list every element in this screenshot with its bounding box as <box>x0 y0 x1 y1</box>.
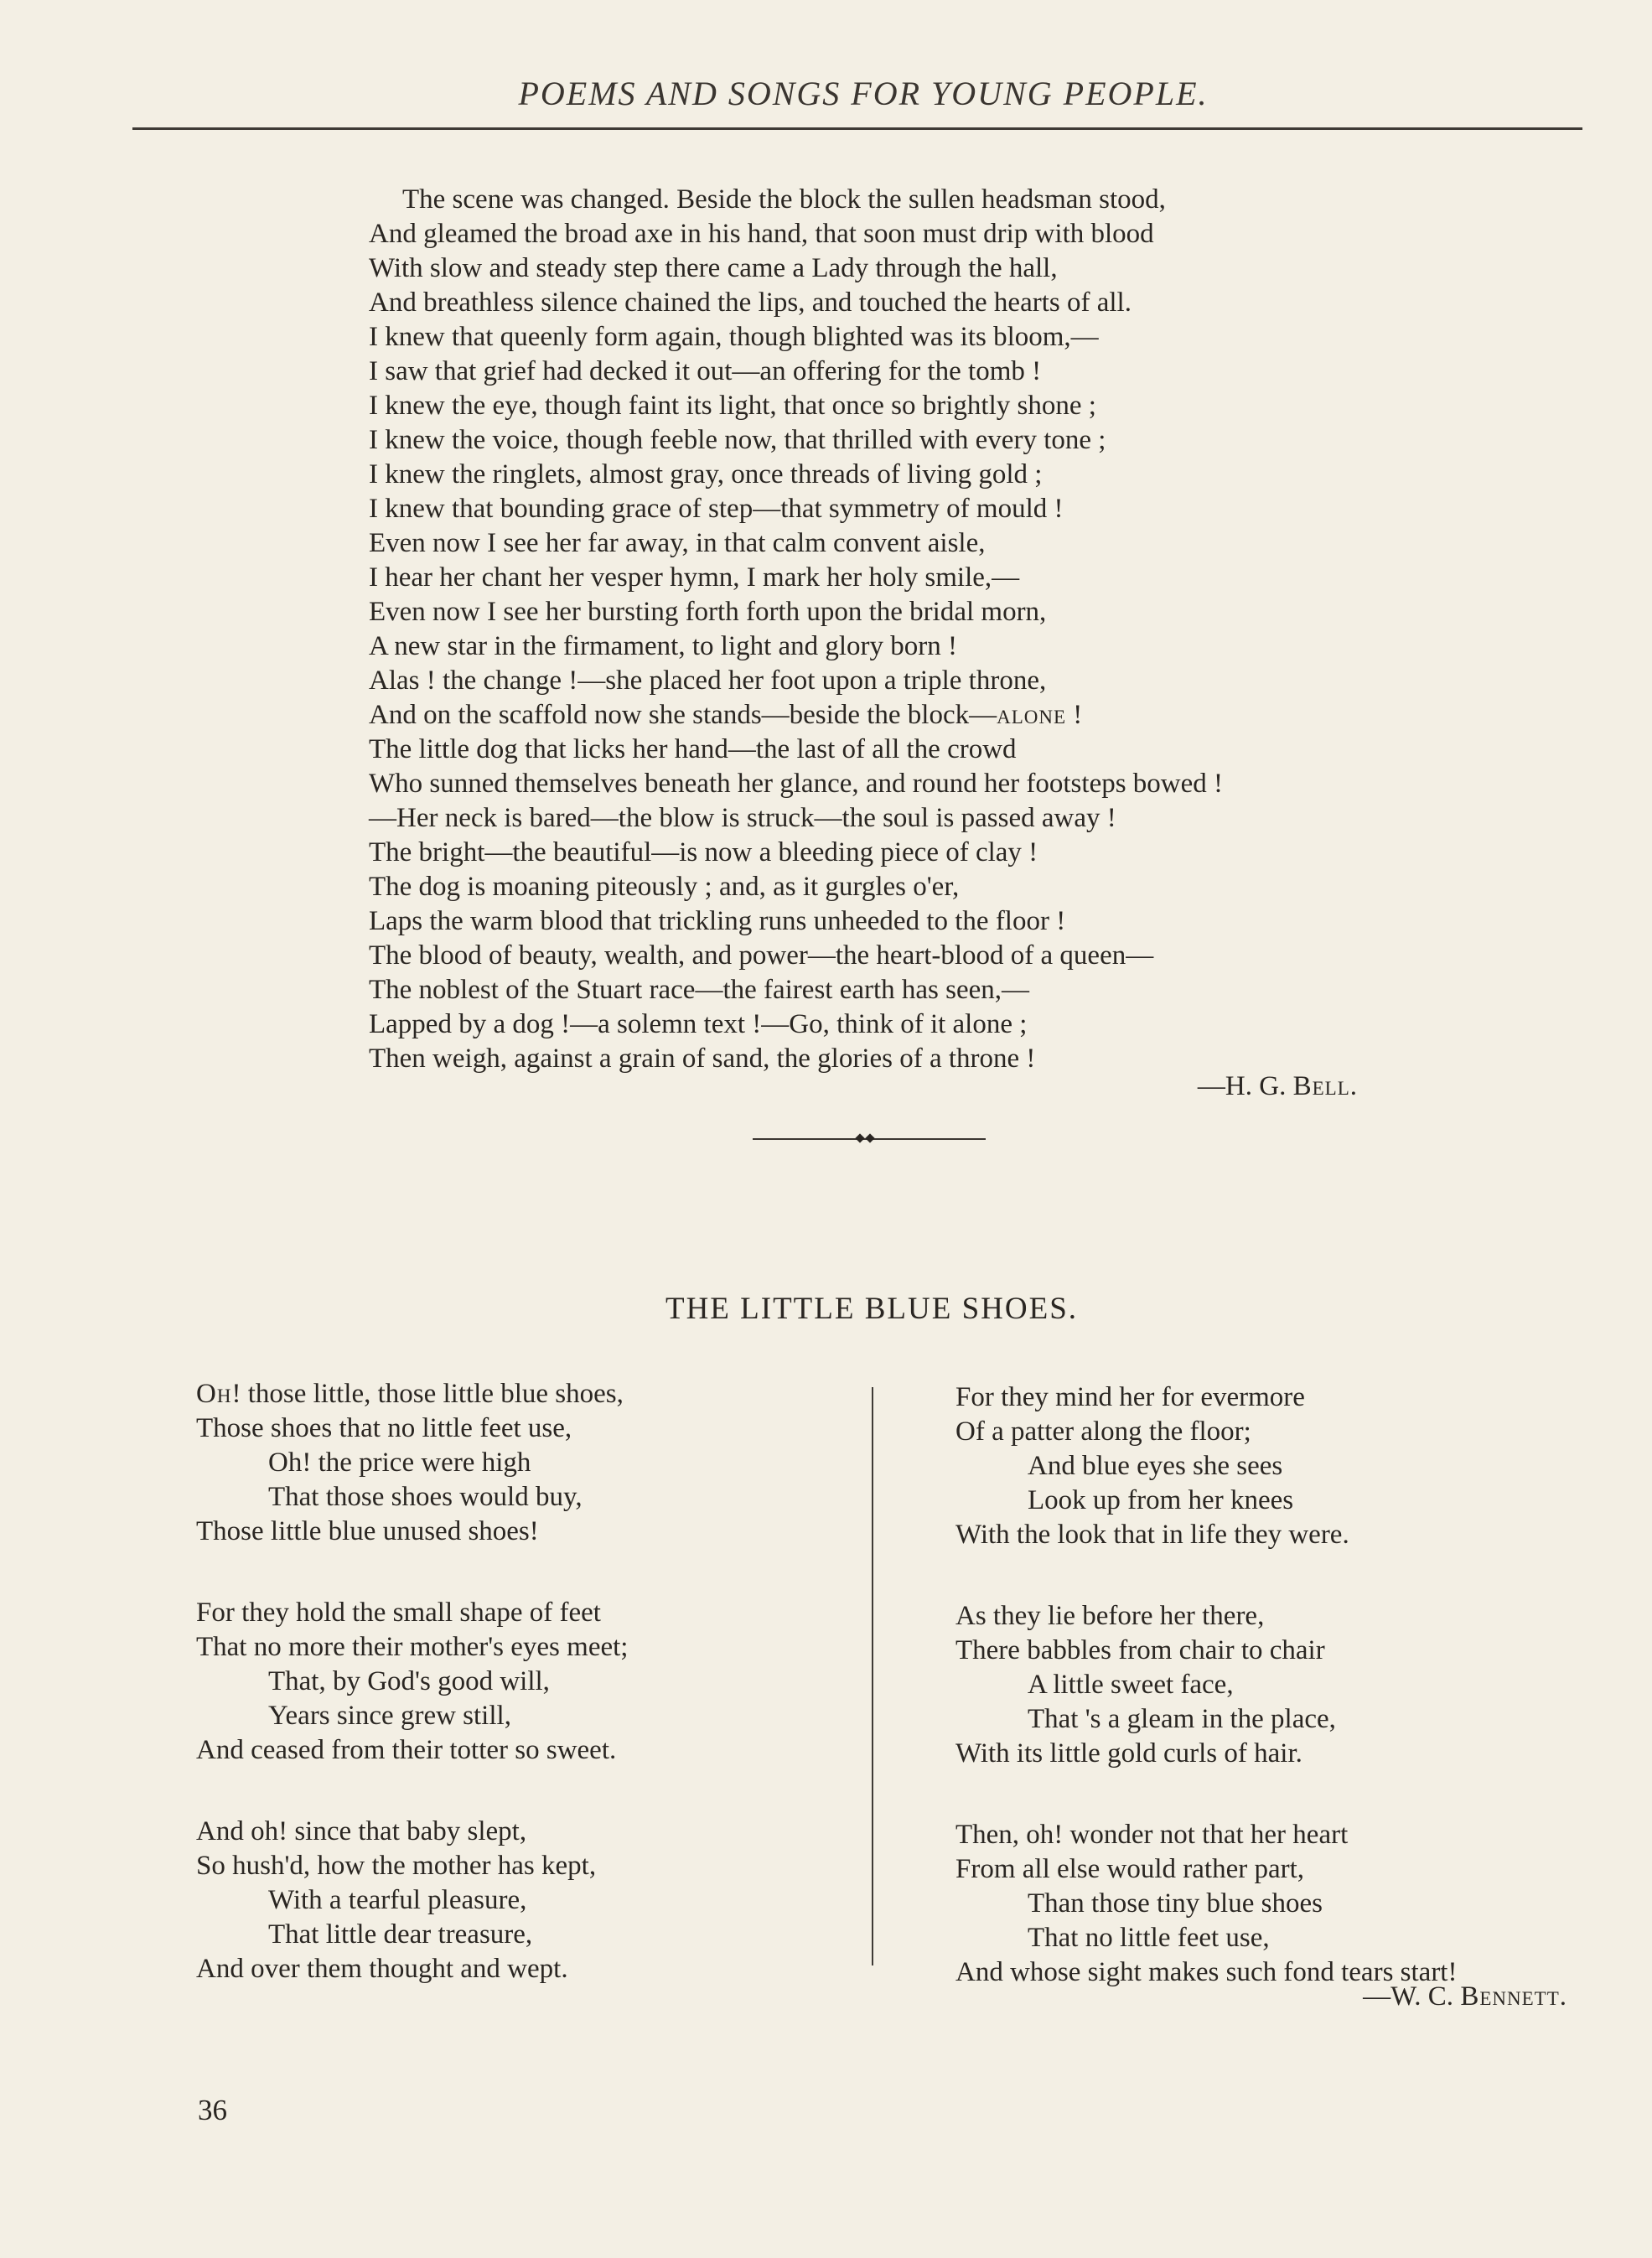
line-text: ! those little, those little blue shoes, <box>231 1379 624 1409</box>
poem-line: That no more their mother's eyes meet; <box>196 1632 629 1662</box>
running-header: POEMS AND SONGS FOR YOUNG PEOPLE. <box>518 75 1209 112</box>
poem-line: And ceased from their totter so sweet. <box>196 1735 617 1765</box>
poem2-right-column <box>955 1380 1651 2037</box>
attribution-name: Bell. <box>1292 1071 1358 1101</box>
poem-line: The bright—the beautiful—is now a bleeding piece of clay ! <box>369 837 1038 867</box>
poem-line: The little dog that licks her hand—the last of all the crowd <box>369 734 1017 764</box>
poem-line: Laps the warm blood that trickling runs unheeded to the floor ! <box>369 906 1066 936</box>
poem1-attribution <box>1006 1071 1358 1102</box>
poem-line: Alas ! the change !—she placed her foot upon a triple throne, <box>369 665 1047 696</box>
poem-line: Then weigh, against a grain of sand, the glories of a throne ! <box>369 1044 1036 1074</box>
poem-line: Then, oh! wonder not that her heart <box>955 1820 1349 1850</box>
poem-line: I knew the eye, though faint its light, that once so brightly shone ; <box>369 391 1096 421</box>
poem-line: For they hold the small shape of feet <box>196 1598 601 1628</box>
poem-line: Those little blue unused shoes! <box>196 1516 539 1546</box>
attribution-name: Bennett. <box>1460 1981 1567 2012</box>
poem-line: With slow and steady step there came a Lady through the hall, <box>369 253 1058 283</box>
poem-line: I knew that queenly form again, though blighted was its bloom,— <box>369 322 1099 352</box>
stanza <box>196 1596 867 1768</box>
poem2-attribution <box>1173 1981 1567 2012</box>
poem-line: Even now I see her far away, in that calm convent aisle, <box>369 528 986 558</box>
poem-line: Those shoes that no little feet use, <box>196 1413 572 1443</box>
poem-line: And oh! since that baby slept, <box>196 1816 527 1846</box>
section-divider-ornament <box>753 1133 986 1145</box>
poem-line: As they lie before her there, <box>955 1601 1265 1631</box>
line-text: ! <box>1066 700 1083 730</box>
poem-line: Look up from her knees <box>1028 1485 1294 1515</box>
poem-line: From all else would rather part, <box>955 1854 1305 1884</box>
poem-mary-queen-of-scots <box>369 183 1559 1076</box>
poem-line: And whose sight makes such fond tears start! <box>955 1957 1458 1987</box>
poem-line: And gleamed the broad axe in his hand, that soon must drip with blood <box>369 219 1154 249</box>
column-divider <box>872 1387 873 1965</box>
poem-line: That little dear treasure, <box>268 1919 533 1950</box>
poem-line <box>196 1377 867 1411</box>
poem-line: With the look that in life they were. <box>955 1520 1349 1550</box>
poem-line: I knew that bounding grace of step—that symmetry of mould ! <box>369 494 1064 524</box>
poem-line: Years since grew still, <box>268 1701 511 1731</box>
poem-line: I saw that grief had decked it out—an offering for the tomb ! <box>369 356 1042 386</box>
poem-line: The noblest of the Stuart race—the fairest earth has seen,— <box>369 975 1030 1005</box>
ornament-diamond-left <box>855 1133 864 1142</box>
poem-line: I hear her chant her vesper hymn, I mark her holy smile,— <box>369 562 1020 593</box>
stanza <box>196 1377 867 1549</box>
poem-line: A new star in the firmament, to light and glory born ! <box>369 631 958 661</box>
poem-line: And over them thought and wept. <box>196 1954 568 1984</box>
poem-line: So hush'd, how the mother has kept, <box>196 1851 597 1881</box>
poem-line <box>369 698 1559 733</box>
poem-line: And blue eyes she sees <box>1028 1451 1283 1481</box>
header-rule <box>132 127 1582 130</box>
poem-line: For they mind her for evermore <box>955 1382 1305 1412</box>
poem-line: Even now I see her bursting forth forth upon the bridal morn, <box>369 597 1047 627</box>
opening-word: Oh <box>196 1379 232 1409</box>
emphasized-word: alone <box>997 700 1067 730</box>
stanza <box>196 1815 867 1986</box>
poem-line: Of a patter along the floor; <box>955 1416 1251 1447</box>
poem-line: The blood of beauty, wealth, and power—the heart-blood of a queen— <box>369 940 1154 971</box>
poem-line: —Her neck is bared—the blow is struck—the soul is passed away ! <box>369 803 1116 833</box>
poem-line: That, by God's good will, <box>268 1666 550 1696</box>
poem-line: With its little gold curls of hair. <box>955 1738 1302 1769</box>
poem-line: That those shoes would buy, <box>268 1482 583 1512</box>
poem2-title: THE LITTLE BLUE SHOES. <box>665 1292 1079 1326</box>
line-text: And on the scaffold now she stands—beside the block— <box>369 700 997 730</box>
ornament-diamond-right <box>865 1133 874 1142</box>
poem-line: Oh! the price were high <box>268 1448 531 1478</box>
stanza <box>955 1380 1651 1552</box>
poem-line: A little sweet face, <box>1028 1670 1234 1700</box>
poem-line: That 's a gleam in the place, <box>1028 1704 1336 1734</box>
poem-line: I knew the voice, though feeble now, that thrilled with every tone ; <box>369 425 1106 455</box>
poem-line: There babbles from chair to chair <box>955 1635 1325 1665</box>
stanza <box>955 1599 1651 1771</box>
poem-line: Than those tiny blue shoes <box>1028 1888 1323 1919</box>
poem-line: The dog is moaning piteously ; and, as it gurgles o'er, <box>369 872 960 902</box>
page-number: 36 <box>198 2094 227 2126</box>
attribution-prefix: —W. C. <box>1363 1981 1461 2012</box>
poem-line: That no little feet use, <box>1028 1923 1270 1953</box>
stanza <box>955 1818 1651 1990</box>
poem-line: And breathless silence chained the lips, and touched the hearts of all. <box>369 287 1132 318</box>
poem-line: With a tearful pleasure, <box>268 1885 527 1915</box>
poem-line: The scene was changed. Beside the block the sullen headsman stood, <box>402 184 1166 215</box>
attribution-prefix: —H. G. <box>1197 1071 1293 1101</box>
poem2-left-column <box>196 1377 867 2033</box>
poem-line: Who sunned themselves beneath her glance, and round her footsteps bowed ! <box>369 769 1224 799</box>
poem-line: Lapped by a dog !—a solemn text !—Go, think of it alone ; <box>369 1009 1028 1039</box>
poem-line: I knew the ringlets, almost gray, once threads of living gold ; <box>369 459 1043 489</box>
